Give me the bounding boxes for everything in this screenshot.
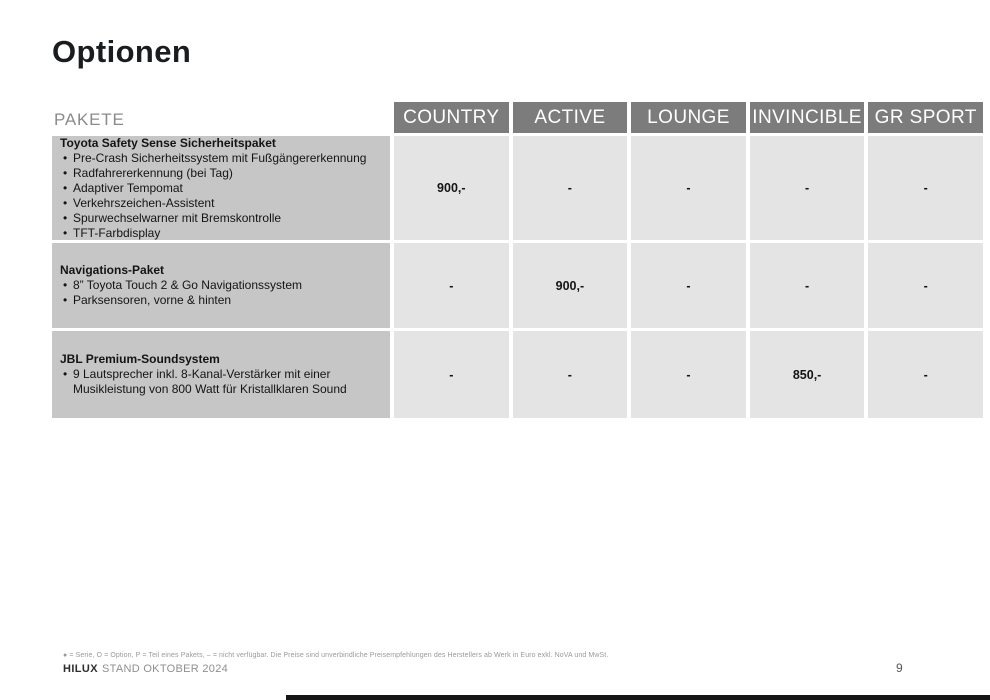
page-title: Optionen (52, 34, 192, 69)
footer-stand-text: STAND OKTOBER 2024 (102, 663, 229, 675)
feature-item: • 8” Toyota Touch 2 & Go Navigationssystem (60, 278, 382, 293)
feature-item: • TFT-Farbdisplay (60, 226, 382, 241)
price-cell: - (868, 243, 983, 328)
page-footer (63, 663, 228, 675)
price-cell: - (750, 243, 865, 328)
footer-brand: HILUX (63, 663, 98, 675)
price-cell: 900,- (513, 243, 628, 328)
price-cell: 900,- (394, 136, 509, 240)
price-cell: - (394, 331, 509, 418)
price-cell: 850,- (750, 331, 865, 418)
feature-item: • 9 Lautsprecher inkl. 8-Kanal-Verstärker mit einer Musikleistung von 800 Watt für Kristallklaren Sound (60, 367, 382, 397)
feature-item: • Pre-Crash Sicherheitssystem mit Fußgängererkennung (60, 151, 382, 166)
feature-item: • Verkehrszeichen-Assistent (60, 196, 382, 211)
feature-item: • Adaptiver Tempomat (60, 181, 382, 196)
legend-footnote: ● = Serie, O = Option, P = Teil eines Pakets, – = nicht verfügbar. Die Preise sind unverbindliche Preisempfehlungen des Herstellers ab Werk in Euro exkl. NoVA und MwSt. (63, 652, 609, 659)
package-title: Navigations-Paket (60, 263, 165, 277)
package-title: JBL Premium-Soundsystem (60, 352, 220, 366)
options-table (52, 102, 983, 418)
column-header-invincible: INVINCIBLE (750, 102, 865, 133)
feature-item: • Parksensoren, vorne & hinten (60, 293, 382, 308)
package-title: Toyota Safety Sense Sicherheitspaket (60, 135, 276, 150)
column-header-active: ACTIVE (513, 102, 628, 133)
package-cell-safety-sense (52, 136, 390, 240)
column-header-lounge: LOUNGE (631, 102, 746, 133)
package-cell-navigation (52, 243, 390, 328)
column-header-country: COUNTRY (394, 102, 509, 133)
price-cell: - (394, 243, 509, 328)
package-feature-list (60, 367, 382, 397)
table-section-label: PAKETE (54, 110, 125, 129)
price-cell: - (513, 136, 628, 240)
package-cell-jbl-sound (52, 331, 390, 418)
price-cell: - (631, 243, 746, 328)
price-cell: - (631, 136, 746, 240)
price-cell: - (868, 331, 983, 418)
bottom-edge-bar (286, 695, 990, 700)
column-header-gr-sport: GR SPORT (868, 102, 983, 133)
feature-item: • Radfahrererkennung (bei Tag) (60, 166, 382, 181)
price-cell: - (513, 331, 628, 418)
page-number: 9 (896, 661, 903, 675)
feature-item: • Spurwechselwarner mit Bremskontrolle (60, 211, 382, 226)
price-cell: - (868, 136, 983, 240)
price-cell: - (631, 331, 746, 418)
package-feature-list (60, 151, 382, 241)
package-feature-list (60, 278, 382, 308)
price-cell: - (750, 136, 865, 240)
